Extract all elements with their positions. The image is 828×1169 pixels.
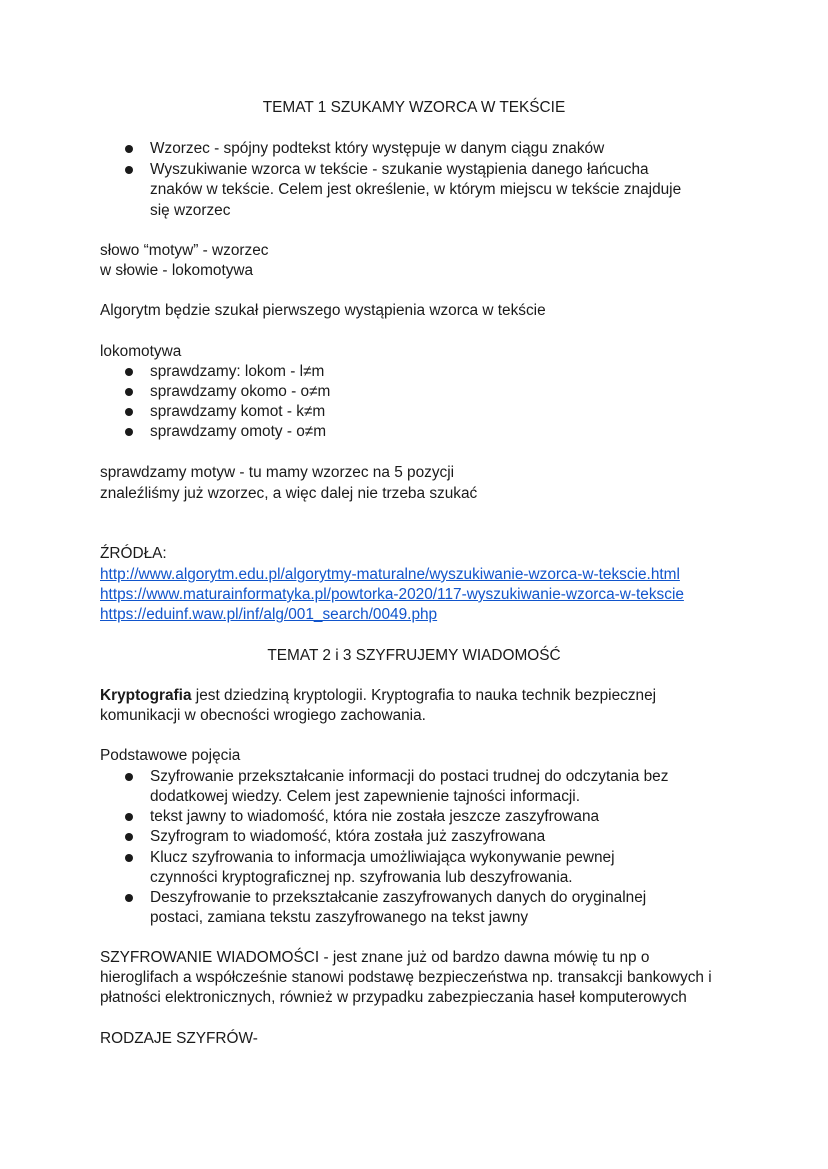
bullet-icon: [125, 408, 133, 416]
source-link[interactable]: https://www.maturainformatyka.pl/powtorka-2020/117-wyszukiwanie-wzorca-w-tekscie: [100, 586, 684, 603]
algorithm-note: Algorytm będzie szukał pierwszego wystąpienia wzorca w tekście: [100, 302, 546, 319]
example-text: w słowie - lokomotywa: [100, 262, 254, 279]
result-line-2: znaleźliśmy już wzorzec, a więc dalej nie trzeba szukać: [100, 485, 478, 502]
bullet-icon: [125, 813, 133, 821]
source-link[interactable]: http://www.algorytm.edu.pl/algorytmy-maturalne/wyszukiwanie-wzorca-w-tekscie.html: [100, 566, 680, 583]
bullet-icon: [125, 773, 133, 781]
section-2-title: TEMAT 2 i 3 SZYFRUJEMY WIADOMOŚĆ: [267, 647, 561, 664]
bullet-icon: [125, 145, 133, 153]
intro-line-1-rest: jest dziedziną kryptologii. Kryptografia to nauka technik bezpiecznej: [191, 687, 657, 704]
bullet-icon: [125, 388, 133, 396]
concepts-label: Podstawowe pojęcia: [100, 747, 241, 764]
bullet-icon: [125, 428, 133, 436]
bullet-icon: [125, 833, 133, 841]
bullet-icon: [125, 894, 133, 902]
concept-item-continued: czynności kryptograficznej np. szyfrowania lub deszyfrowania.: [150, 869, 573, 886]
cipher-types-label: RODZAJE SZYFRÓW-: [100, 1030, 258, 1047]
concept-item-continued: dodatkowej wiedzy. Celem jest zapewnienie tajności informacji.: [150, 788, 580, 805]
sources-label: ŹRÓDŁA:: [100, 545, 167, 562]
text-label: lokomotywa: [100, 343, 182, 360]
result-line-1: sprawdzamy motyw - tu mamy wzorzec na 5 pozycji: [100, 464, 455, 481]
bullet-icon: [125, 854, 133, 862]
intro-line-2: komunikacji w obecności wrogiego zachowania.: [100, 707, 426, 724]
bullet-icon: [125, 368, 133, 376]
encryption-paragraph-line: SZYFROWANIE WIADOMOŚCI - jest znane już od bardzo dawna mówię tu np o: [100, 949, 650, 966]
step-item: sprawdzamy okomo - o≠m: [150, 383, 331, 400]
list-item-continued: się wzorzec: [150, 202, 231, 219]
bullet-icon: [125, 166, 133, 174]
list-item: Wyszukiwanie wzorca w tekście - szukanie wystąpienia danego łańcucha: [150, 161, 649, 178]
concept-item: Deszyfrowanie to przekształcanie zaszyfrowanych danych do oryginalnej: [150, 889, 647, 906]
step-item: sprawdzamy: lokom - l≠m: [150, 363, 325, 380]
list-item-continued: znaków w tekście. Celem jest określenie, w którym miejscu w tekście znajduje: [150, 181, 682, 198]
list-item: Wzorzec - spójny podtekst który występuje w danym ciągu znaków: [150, 140, 605, 157]
intro-bold-term: Kryptografia: [100, 687, 192, 704]
concept-item: Klucz szyfrowania to informacja umożliwiająca wykonywanie pewnej: [150, 849, 615, 866]
concept-item: Szyfrogram to wiadomość, która została już zaszyfrowana: [150, 828, 546, 845]
intro-line-1: [100, 686, 656, 706]
encryption-paragraph-line: płatności elektronicznych, również w przypadku zabezpieczania haseł komputerowych: [100, 989, 687, 1006]
step-item: sprawdzamy komot - k≠m: [150, 403, 326, 420]
concept-item-continued: postaci, zamiana tekstu zaszyfrowanego na tekst jawny: [150, 909, 529, 926]
section-1-title: TEMAT 1 SZUKAMY WZORCA W TEKŚCIE: [262, 99, 566, 116]
concept-item: tekst jawny to wiadomość, która nie została jeszcze zaszyfrowana: [150, 808, 600, 825]
source-link[interactable]: https://eduinf.waw.pl/inf/alg/001_search/0049.php: [100, 606, 438, 623]
step-item: sprawdzamy omoty - o≠m: [150, 423, 327, 440]
example-word: słowo “motyw” - wzorzec: [100, 242, 269, 259]
encryption-paragraph-line: hieroglifach a współcześnie stanowi podstawę bezpieczeństwa np. transakcji bankowych i: [100, 969, 712, 986]
concept-item: Szyfrowanie przekształcanie informacji do postaci trudnej do odczytania bez: [150, 768, 669, 785]
